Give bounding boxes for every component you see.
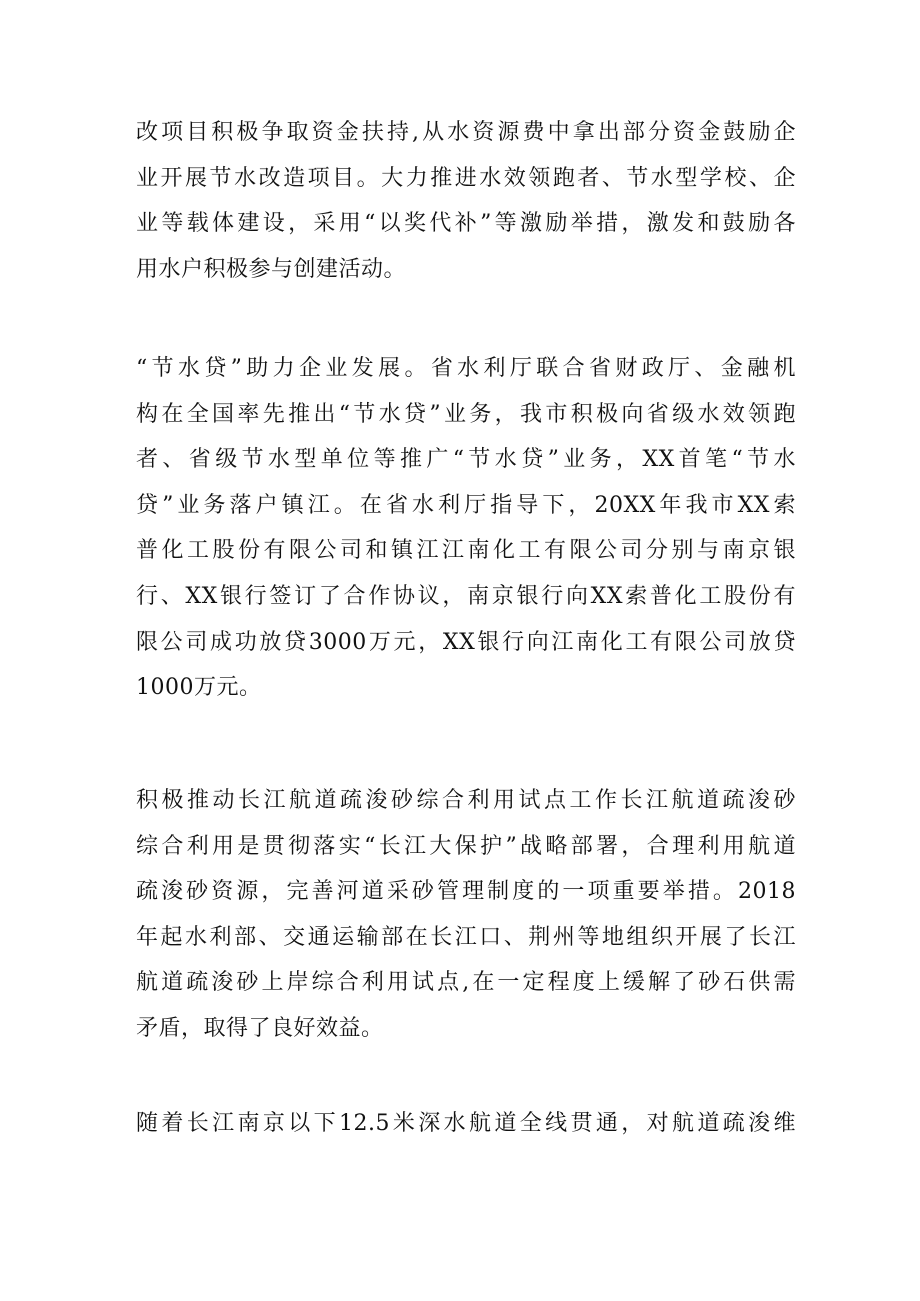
text-line: 综合利用是贯彻落实“长江大保护”战略部署，合理利用航道 (136, 833, 796, 859)
text-line: 矛盾，取得了良好效益。 (136, 1015, 384, 1041)
text-line: 行、XX银行签订了合作协议，南京银行向XX索普化工股份有 (136, 583, 796, 609)
text-line: 限公司成功放贷3000万元，XX银行向江南化工有限公司放贷 (136, 629, 796, 655)
text-line: 积极推动长江航道疏浚砂综合利用试点工作长江航道疏浚砂 (136, 788, 796, 813)
text-line: 随着长江南京以下12.5米深水航道全线贯通，对航道疏浚维 (136, 1111, 796, 1136)
text-line: “节水贷”助力企业发展。省水利厅联合省财政厅、金融机 (136, 356, 796, 381)
text-line: 构在全国率先推出“节水贷”业务，我市积极向省级水效领跑 (136, 401, 796, 427)
text-line: 贷”业务落户镇江。在省水利厅指导下，20XX年我市XX索 (136, 492, 796, 518)
text-line: 者、省级节水型单位等推广“节水贷”业务，XX首笔“节水 (136, 447, 796, 473)
text-line: 年起水利部、交通运输部在长江口、荆州等地组织开展了长江 (136, 924, 796, 950)
text-line: 1000万元。 (136, 675, 262, 701)
paragraph-deepwater-channel (136, 1101, 796, 1147)
text-line: 改项目积极争取资金扶持,从水资源费中拿出部分资金鼓励企 (136, 120, 796, 145)
text-line: 航道疏浚砂上岸综合利用试点,在一定程度上缓解了砂石供需 (136, 970, 796, 996)
text-line: 用水户积极参与创建活动。 (136, 256, 407, 282)
paragraph-dredged-sand-pilot (136, 778, 796, 1052)
text-line: 业开展节水改造项目。大力推进水效领跑者、节水型学校、企 (136, 165, 796, 191)
text-line: 疏浚砂资源，完善河道采砂管理制度的一项重要举措。2018 (136, 879, 796, 905)
paragraph-water-saving-loan (136, 346, 796, 711)
text-line: 普化工股份有限公司和镇江江南化工有限公司分别与南京银 (136, 538, 796, 564)
paragraph-water-saving-funding (136, 110, 796, 292)
text-line: 业等载体建设，采用“以奖代补”等激励举措，激发和鼓励各 (136, 211, 796, 237)
